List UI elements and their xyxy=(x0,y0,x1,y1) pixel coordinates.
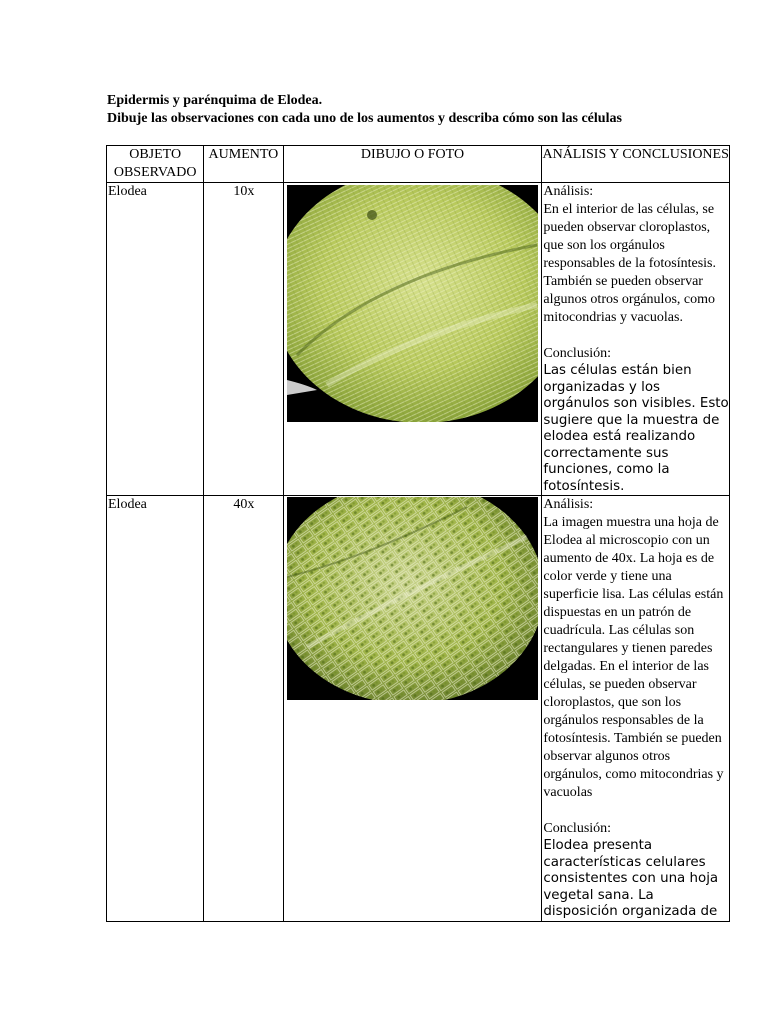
cell-photo xyxy=(283,183,542,496)
analysis-label: Análisis: xyxy=(543,497,594,512)
cell-analysis xyxy=(542,183,730,496)
conclusion-text: Elodea presenta características celulares consistentes con una hoja vegetal sana. La disposición organizada de xyxy=(543,838,719,919)
microscope-image-40x xyxy=(287,497,538,700)
microscope-image-10x xyxy=(287,185,538,422)
cell-analysis xyxy=(542,496,730,922)
header-drawing: DIBUJO O FOTO xyxy=(283,146,542,183)
analysis-text: La imagen muestra una hoja de Elodea al microscopio con un aumento de 40x. La hoja es de color verde y tiene una superficie lisa. Las células están dispuestas en un patrón de cuadrícula. Las células son rectangulares y tienen paredes delgadas. En el interior de las células, se pueden observar cloroplastos, que son los orgánulos responsables de la fotosíntesis. También se pueden observar algunos otros orgánulos, como mitocondrias y vacuolas xyxy=(543,515,724,800)
header-magnification: AUMENTO xyxy=(204,146,283,183)
heading-title: Epidermis y parénquima de Elodea. xyxy=(107,93,323,108)
conclusion-label: Conclusión: xyxy=(543,346,612,361)
analysis-label: Análisis: xyxy=(543,184,594,199)
heading-instructions: Dibuje las observaciones con cada uno de los aumentos y describa cómo son las células xyxy=(107,111,622,126)
table-row xyxy=(107,183,730,496)
conclusion-label: Conclusión: xyxy=(543,821,612,836)
analysis-text: En el interior de las células, se pueden observar cloroplastos, que son los orgánulos responsables de la fotosíntesis. También se pueden observar algunos otros orgánulos, como mitocondrias y vacuolas. xyxy=(543,202,717,325)
cell-photo xyxy=(283,496,542,922)
microscope-photo-10x xyxy=(287,185,538,422)
header-object: OBJETO OBSERVADO xyxy=(107,146,204,183)
cell-object: Elodea xyxy=(107,496,204,922)
table-row xyxy=(107,496,730,922)
conclusion-text: Las células están bien organizadas y los orgánulos son visibles. Esto sugiere que la muestra de elodea está realizando correctamente sus funciones, como la fotosíntesis. xyxy=(543,363,729,494)
cell-magnification: 40x xyxy=(204,496,283,922)
cell-object: Elodea xyxy=(107,183,204,496)
document-heading xyxy=(107,92,647,128)
microscope-photo-40x xyxy=(287,497,538,700)
cell-magnification: 10x xyxy=(204,183,283,496)
header-analysis: ANÁLISIS Y CONCLUSIONES xyxy=(542,146,730,183)
observation-table xyxy=(106,145,730,922)
table-header-row xyxy=(107,146,730,183)
